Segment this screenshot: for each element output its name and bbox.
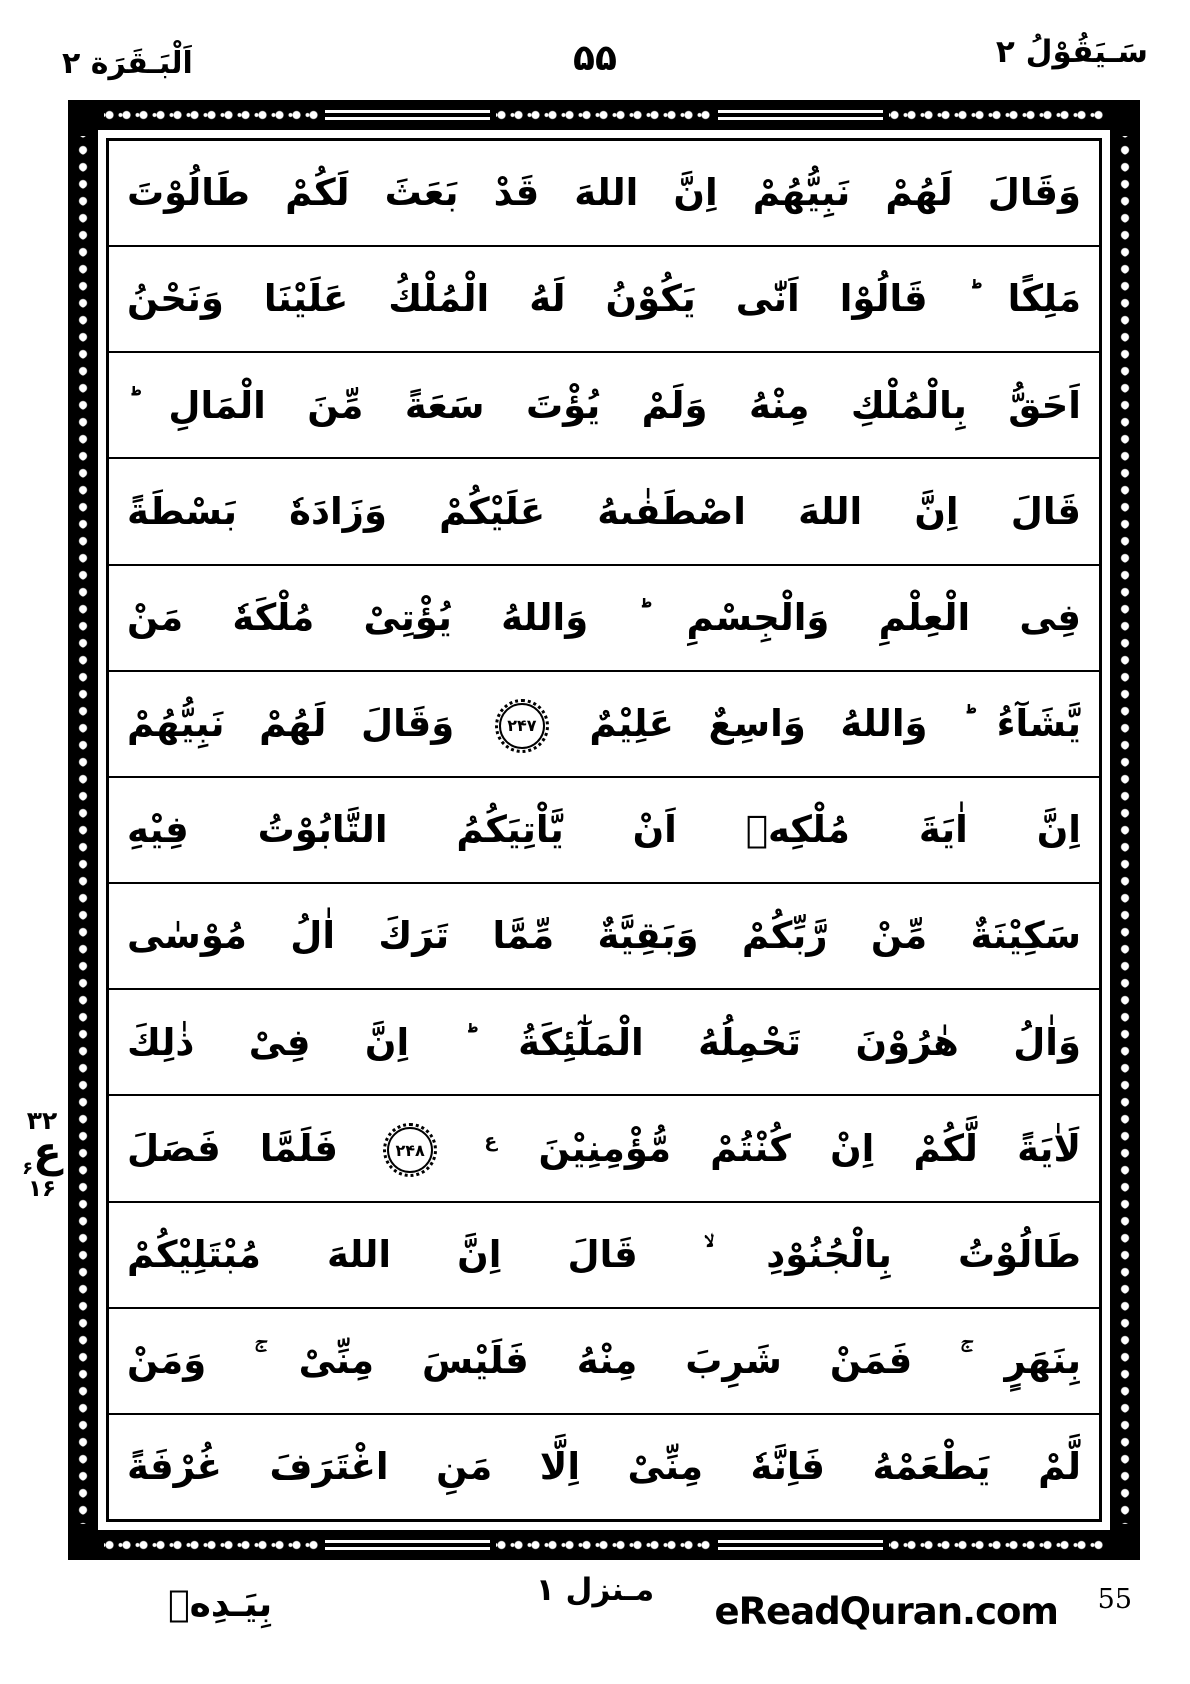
vine-scroll-ornament bbox=[104, 1536, 319, 1554]
ayah-text: اَحَقُّ بِالْمُلْكِ مِنْهُ وَلَمْ يُؤْتَ سَعَةً مِّنَ الْمَالِ ؕ bbox=[127, 383, 1081, 427]
quran-line-text bbox=[127, 1440, 1081, 1494]
quran-line-8 bbox=[109, 884, 1099, 990]
quran-line-text bbox=[127, 1228, 1081, 1282]
ruku-margin-marker bbox=[16, 1108, 68, 1202]
ayah-text: وَاٰلُ هٰرُوْنَ تَحْمِلُهُ الْمَلٰٓئِكَةُ ؕ اِنَّ فِىْ ذٰلِكَ bbox=[127, 1020, 1081, 1064]
quran-line-10 bbox=[109, 1096, 1099, 1202]
ain-symbol bbox=[16, 1127, 68, 1179]
ayah-text: وَقَالَ لَهُمْ نَبِيُّهُمْ bbox=[127, 702, 455, 746]
vine-scroll-ornament bbox=[496, 1536, 711, 1554]
quran-line-text bbox=[127, 166, 1081, 220]
vine-scroll-ornament bbox=[104, 106, 319, 124]
ruku-end-marker: ع bbox=[484, 1130, 498, 1153]
quran-line-text bbox=[127, 485, 1081, 539]
border-rule bbox=[325, 110, 490, 120]
surah-name-label: اَلْبَـقَرَة ۲ bbox=[62, 46, 193, 81]
quran-line-9 bbox=[109, 990, 1099, 1096]
border-rule bbox=[718, 110, 883, 120]
quran-line-text bbox=[127, 1334, 1081, 1388]
quran-line-3 bbox=[109, 353, 1099, 459]
ruku-count-surah: ۳۲ bbox=[26, 1106, 58, 1135]
ornamental-border-frame bbox=[68, 100, 1140, 1560]
vine-scroll-ornament bbox=[889, 1536, 1104, 1554]
ayah-text: اِنَّ اٰيَةَ مُلْكِهٖ اَنْ يَّاْتِيَكُمُ التَّابُوْتُ فِيْهِ bbox=[127, 808, 1081, 852]
quran-line-12 bbox=[109, 1309, 1099, 1415]
quran-line-4 bbox=[109, 459, 1099, 565]
border-ornament-left bbox=[74, 136, 92, 1524]
ayah-text: يَّشَآءُ ؕ وَاللهُ وَاسِعٌ عَلِيْمٌ bbox=[589, 702, 1081, 746]
ayah-text: سَكِيْنَةٌ مِّنْ رَّبِّكُمْ وَبَقِيَّةٌ مِّمَّا تَرَكَ اٰلُ مُوْسٰى bbox=[127, 914, 1081, 958]
quran-line-6 bbox=[109, 672, 1099, 778]
ayah-text: قَالَ اِنَّ اللهَ اصْطَفٰىهُ عَلَيْكُمْ وَزَادَهٗ بَسْطَةً bbox=[127, 489, 1081, 533]
quran-line-13 bbox=[109, 1415, 1099, 1519]
page-footer bbox=[0, 1560, 1190, 1684]
ayah-number-medallion-248: ۲۴۸ bbox=[387, 1127, 433, 1173]
ruku-count-juz: ۶ bbox=[22, 1158, 34, 1179]
ayah-text: لَّمْ يَطْعَمْهُ فَاِنَّهٗ مِنِّىْ اِلَّا مَنِ اغْتَرَفَ غُرْفَةً bbox=[127, 1445, 1081, 1489]
ayah-text: طَالُوْتُ بِالْجُنُوْدِ ۙ قَالَ اِنَّ اللهَ مُبْتَلِيْكُمْ bbox=[127, 1232, 1081, 1276]
ayah-text: فِى الْعِلْمِ وَالْجِسْمِ ؕ وَاللهُ يُؤْتِىْ مُلْكَهٗ مَنْ bbox=[127, 595, 1081, 639]
vine-scroll-ornament bbox=[496, 106, 711, 124]
ayah-text: لَاٰيَةً لَّكُمْ اِنْ كُنْتُمْ مُّؤْمِنِيْنَ bbox=[538, 1126, 1081, 1170]
border-ornament-top bbox=[104, 106, 1104, 124]
page-header bbox=[0, 0, 1190, 100]
manzil-label: مـنزل ۱ bbox=[535, 1572, 655, 1608]
ayah-number-medallion-247: ۲۴۷ bbox=[499, 703, 545, 749]
border-rule bbox=[325, 1540, 490, 1550]
vine-scroll-ornament bbox=[1116, 136, 1134, 1524]
quran-line-7 bbox=[109, 778, 1099, 884]
ayah-text: وَقَالَ لَهُمْ نَبِيُّهُمْ اِنَّ اللهَ قَدْ بَعَثَ لَكُمْ طَالُوْتَ bbox=[127, 171, 1081, 215]
ruku-ayah-count: ۱۶ bbox=[27, 1176, 57, 1203]
catchword-next-page: بِيَـدِهٖ bbox=[168, 1584, 273, 1625]
quran-line-text bbox=[127, 1016, 1081, 1070]
ayah-text: فَلَمَّا فَصَلَ bbox=[127, 1126, 338, 1170]
quran-line-5 bbox=[109, 566, 1099, 672]
border-ornament-right bbox=[1116, 136, 1134, 1524]
juz-name-label: سَـيَقُوْلُ ۲ bbox=[995, 34, 1148, 70]
quran-line-1 bbox=[109, 141, 1099, 247]
border-rule bbox=[718, 1540, 883, 1550]
ayah-text: مَلِكًا ؕ قَالُوْا اَنّٰى يَكُوْنُ لَهُ الْمُلْكُ عَلَيْنَا وَنَحْنُ bbox=[127, 277, 1081, 321]
quran-line-text bbox=[127, 591, 1081, 645]
page-number: 55 bbox=[1097, 1584, 1132, 1615]
website-watermark: eReadQuran.com bbox=[714, 1590, 1058, 1633]
quran-line-11 bbox=[109, 1203, 1099, 1309]
inner-margin bbox=[98, 130, 1110, 1530]
border-ornament-bottom bbox=[104, 1536, 1104, 1554]
vine-scroll-ornament bbox=[889, 106, 1104, 124]
quran-line-text bbox=[127, 379, 1081, 433]
quran-line-text bbox=[127, 272, 1081, 326]
quran-line-text bbox=[127, 909, 1081, 963]
quran-text-block bbox=[106, 138, 1102, 1522]
page-number-arabic: ۵۵ bbox=[573, 38, 617, 79]
quran-line-text bbox=[127, 803, 1081, 857]
quran-line-text bbox=[127, 1122, 1081, 1176]
quran-line-2 bbox=[109, 247, 1099, 353]
ain-letter: ع bbox=[33, 1127, 62, 1176]
ayah-text: بِنَهَرٍ ۚ فَمَنْ شَرِبَ مِنْهُ فَلَيْسَ مِنِّىْ ۚ وَمَنْ bbox=[127, 1338, 1081, 1382]
quran-line-text bbox=[127, 697, 1081, 751]
vine-scroll-ornament bbox=[74, 136, 92, 1524]
